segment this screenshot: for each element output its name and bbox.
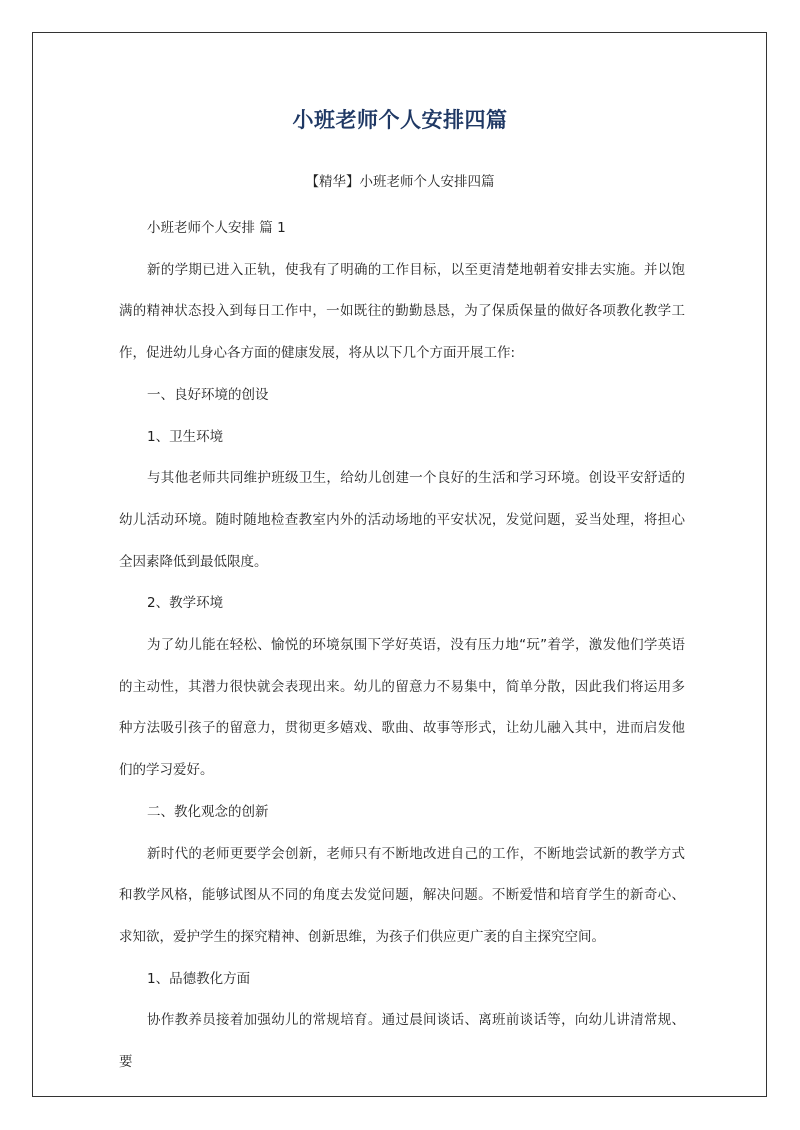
section-heading-environment: 一、良好环境的创设 (147, 386, 269, 403)
paragraph-intro: 新的学期已进入正轨，使我有了明确的工作目标，以至更清楚地朝着安排去实施。并以饱满的精神状态投入到每日工作中，一如既往的勤勤恳恳，为了保质保量的做好各项教化教学工作，促进幼儿身心各方面的健康发展，将从以下几个方面开展工作: (119, 261, 685, 362)
document-body (119, 208, 685, 1084)
paragraph-hygiene: 与其他老师共同维护班级卫生，给幼儿创建一个良好的生活和学习环境。创设平安舒适的幼儿活动环境。随时随地检查教室内外的活动场地的平安状况，发觉问题，妥当处理，将担心全因素降低到最低限度。 (119, 470, 685, 570)
paragraph-innovation: 新时代的老师更要学会创新，老师只有不断地改进自己的工作，不断地尝试新的教学方式和教学风格，能够试图从不同的角度去发觉问题，解决问题。不断爱惜和培育学生的新奇心、求知欲，爱护学生的探究精神、创新思维，为孩子们供应更广袤的自主探究空间。 (119, 845, 685, 945)
document-title: 小班老师个人安排四篇 (292, 108, 508, 132)
subheading-teaching-environment: 2、教学环境 (147, 595, 224, 612)
paragraph-moral-education: 协作教养员接着加强幼儿的常规培育。通过晨间谈话、离班前谈话等，向幼儿讲清常规、要 (119, 1012, 685, 1071)
subheading-hygiene: 1、卫生环境 (147, 428, 224, 445)
paragraph-teaching-environment: 为了幼儿能在轻松、愉悦的环境氛围下学好英语，没有压力地“玩”着学，激发他们学英语的主动性，其潜力很快就会表现出来。幼儿的留意力不易集中，简单分散，因此我们将运用多种方法吸引孩子的留意力，贯彻更多嬉戏、歌曲、故事等形式，让幼儿融入其中，进而启发他们的学习爱好。 (119, 637, 685, 779)
section-heading-pian-1: 小班老师个人安排 篇 1 (147, 220, 286, 236)
section-heading-innovation: 二、教化观念的创新 (147, 803, 269, 820)
document-subtitle: 【精华】小班老师个人安排四篇 (305, 174, 495, 190)
subheading-moral-education: 1、品德教化方面 (147, 970, 251, 987)
